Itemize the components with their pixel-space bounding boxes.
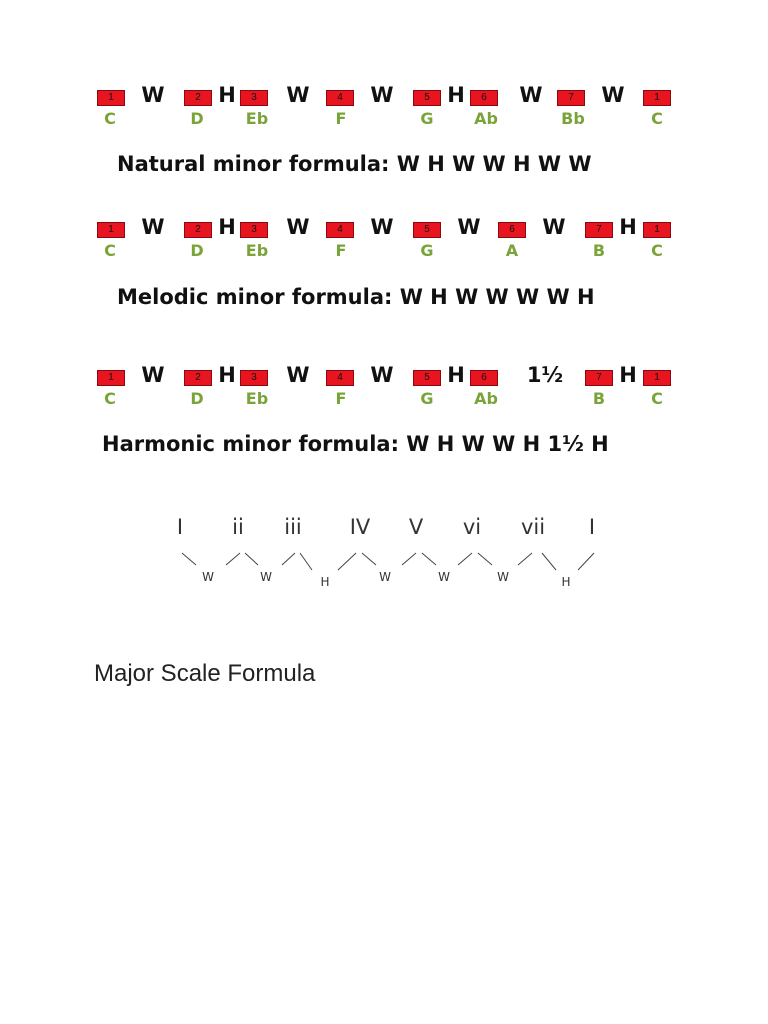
- step-label: W: [286, 215, 310, 239]
- step-label: W: [519, 83, 543, 107]
- note-label: C: [104, 109, 116, 128]
- step-label: H: [218, 363, 236, 387]
- note-label: A: [505, 241, 519, 260]
- note-label: Eb: [245, 241, 269, 260]
- degree-box: 5: [413, 90, 441, 106]
- note-label: Bb: [561, 109, 585, 128]
- degree-numeral: V: [408, 515, 424, 539]
- degree-box: 7: [585, 222, 613, 238]
- interval-label: W: [260, 570, 272, 584]
- degree-box: 1: [643, 90, 671, 106]
- natural-minor-scale-row: [0, 83, 768, 130]
- note-label: C: [651, 389, 663, 408]
- major-scale-caption: Major Scale Formula: [94, 660, 316, 687]
- note-label: G: [420, 241, 434, 260]
- degree-box: 7: [557, 90, 585, 106]
- step-label: W: [370, 215, 394, 239]
- degree-box: 2: [184, 370, 212, 386]
- degree-box: 3: [240, 222, 268, 238]
- note-label: C: [651, 241, 663, 260]
- harmonic-minor-formula: Harmonic minor formula: W H W W H 1½ H: [102, 432, 609, 456]
- degree-numeral: vii: [520, 515, 546, 539]
- degree-box: 3: [240, 90, 268, 106]
- degree-numeral: iii: [284, 515, 302, 539]
- note-label: D: [190, 241, 204, 260]
- harmonic-minor-scale-row: [0, 363, 768, 410]
- note-label: F: [335, 389, 347, 408]
- degree-box: 1: [97, 370, 125, 386]
- step-label: H: [447, 83, 465, 107]
- degree-box: 4: [326, 222, 354, 238]
- degree-box: 3: [240, 370, 268, 386]
- degree-numeral: I: [588, 515, 596, 539]
- degree-box: 5: [413, 370, 441, 386]
- degree-numeral: ii: [232, 515, 244, 539]
- degree-box: 2: [184, 90, 212, 106]
- step-label: W: [370, 83, 394, 107]
- degree-box: 7: [585, 370, 613, 386]
- interval-label: H: [561, 575, 571, 589]
- step-label: H: [218, 215, 236, 239]
- degree-box: 5: [413, 222, 441, 238]
- note-label: G: [420, 109, 434, 128]
- note-label: Ab: [474, 109, 498, 128]
- note-label: C: [651, 109, 663, 128]
- step-label: W: [601, 83, 625, 107]
- degree-numeral: I: [176, 515, 184, 539]
- step-label: H: [447, 363, 465, 387]
- note-label: G: [420, 389, 434, 408]
- note-label: Ab: [474, 389, 498, 408]
- note-label: D: [190, 109, 204, 128]
- step-label: H: [619, 363, 637, 387]
- note-label: C: [104, 389, 116, 408]
- step-label: W: [286, 363, 310, 387]
- degree-box: 1: [643, 370, 671, 386]
- interval-label: H: [320, 575, 330, 589]
- degree-box: 6: [470, 90, 498, 106]
- step-label: W: [286, 83, 310, 107]
- degree-box: 2: [184, 222, 212, 238]
- step-label: W: [141, 363, 165, 387]
- degree-box: 4: [326, 370, 354, 386]
- note-label: Eb: [245, 389, 269, 408]
- interval-label: W: [202, 570, 214, 584]
- interval-label: W: [497, 570, 509, 584]
- melodic-minor-scale-row: [0, 215, 768, 262]
- note-label: B: [592, 389, 606, 408]
- step-label: W: [370, 363, 394, 387]
- degree-box: 1: [97, 90, 125, 106]
- degree-numeral: IV: [349, 515, 371, 539]
- note-label: C: [104, 241, 116, 260]
- melodic-minor-formula: Melodic minor formula: W H W W W W H: [117, 285, 595, 309]
- interval-label: W: [379, 570, 391, 584]
- note-label: F: [335, 241, 347, 260]
- interval-label: W: [438, 570, 450, 584]
- natural-minor-formula: Natural minor formula: W H W W H W W: [117, 152, 592, 176]
- major-scale-diagram: [160, 515, 620, 595]
- step-label: W: [542, 215, 566, 239]
- step-label: 1½: [526, 363, 564, 387]
- step-label: H: [218, 83, 236, 107]
- connector-lines: [182, 553, 594, 570]
- note-label: F: [335, 109, 347, 128]
- degree-box: 6: [498, 222, 526, 238]
- step-label: W: [141, 83, 165, 107]
- step-label: H: [619, 215, 637, 239]
- note-label: D: [190, 389, 204, 408]
- degree-box: 6: [470, 370, 498, 386]
- note-label: B: [592, 241, 606, 260]
- degree-numeral: vi: [462, 515, 482, 539]
- step-label: W: [457, 215, 481, 239]
- degree-box: 4: [326, 90, 354, 106]
- degree-box: 1: [643, 222, 671, 238]
- degree-box: 1: [97, 222, 125, 238]
- step-label: W: [141, 215, 165, 239]
- note-label: Eb: [245, 109, 269, 128]
